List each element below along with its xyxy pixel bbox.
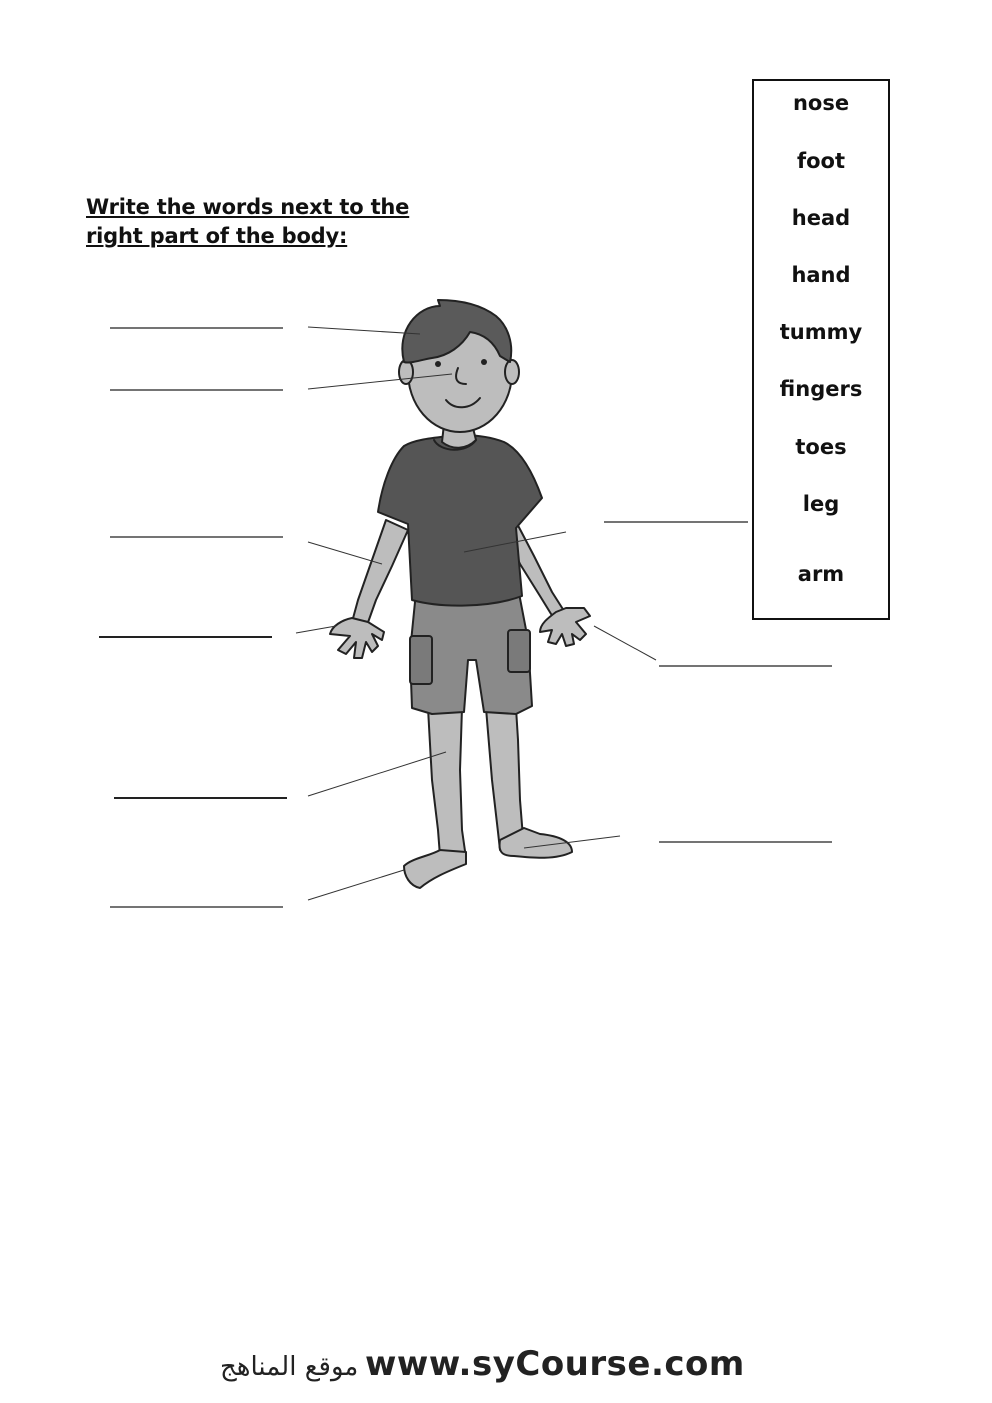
- pointer-line: [308, 542, 382, 564]
- boy-figure: [330, 300, 590, 888]
- word-arm: arm: [797, 562, 845, 586]
- left-arm: [352, 520, 408, 628]
- eye-left: [435, 361, 441, 367]
- t-shirt: [378, 435, 542, 605]
- shorts-pocket-left: [410, 636, 432, 684]
- word-leg: leg: [802, 492, 840, 516]
- instruction-line-2: right part of the body:: [86, 224, 348, 248]
- word-toes: toes: [795, 435, 847, 459]
- word-head: head: [791, 206, 851, 230]
- left-leg: [428, 708, 466, 858]
- ear-right: [505, 360, 519, 384]
- shorts-pocket-right: [508, 630, 530, 672]
- word-tummy: tummy: [779, 320, 863, 344]
- pointer-line: [308, 327, 420, 334]
- word-fingers: fingers: [779, 377, 863, 401]
- word-hand: hand: [791, 263, 851, 287]
- ear-left: [399, 360, 413, 384]
- footer-arabic-text: موقع المناهج: [220, 1352, 359, 1382]
- footer: [0, 1338, 992, 1398]
- pointer-line: [308, 752, 446, 796]
- word-foot: foot: [796, 149, 846, 173]
- left-foot: [404, 850, 466, 888]
- right-hand: [540, 608, 590, 646]
- word-nose: nose: [792, 91, 850, 115]
- instruction-line-1: Write the words next to the: [86, 195, 410, 219]
- right-leg: [486, 708, 524, 850]
- eye-right: [481, 359, 487, 365]
- left-hand: [330, 618, 384, 658]
- footer-url: www.syCourse.com: [365, 1344, 745, 1384]
- pointer-line: [308, 870, 404, 900]
- pointer-line: [594, 626, 656, 660]
